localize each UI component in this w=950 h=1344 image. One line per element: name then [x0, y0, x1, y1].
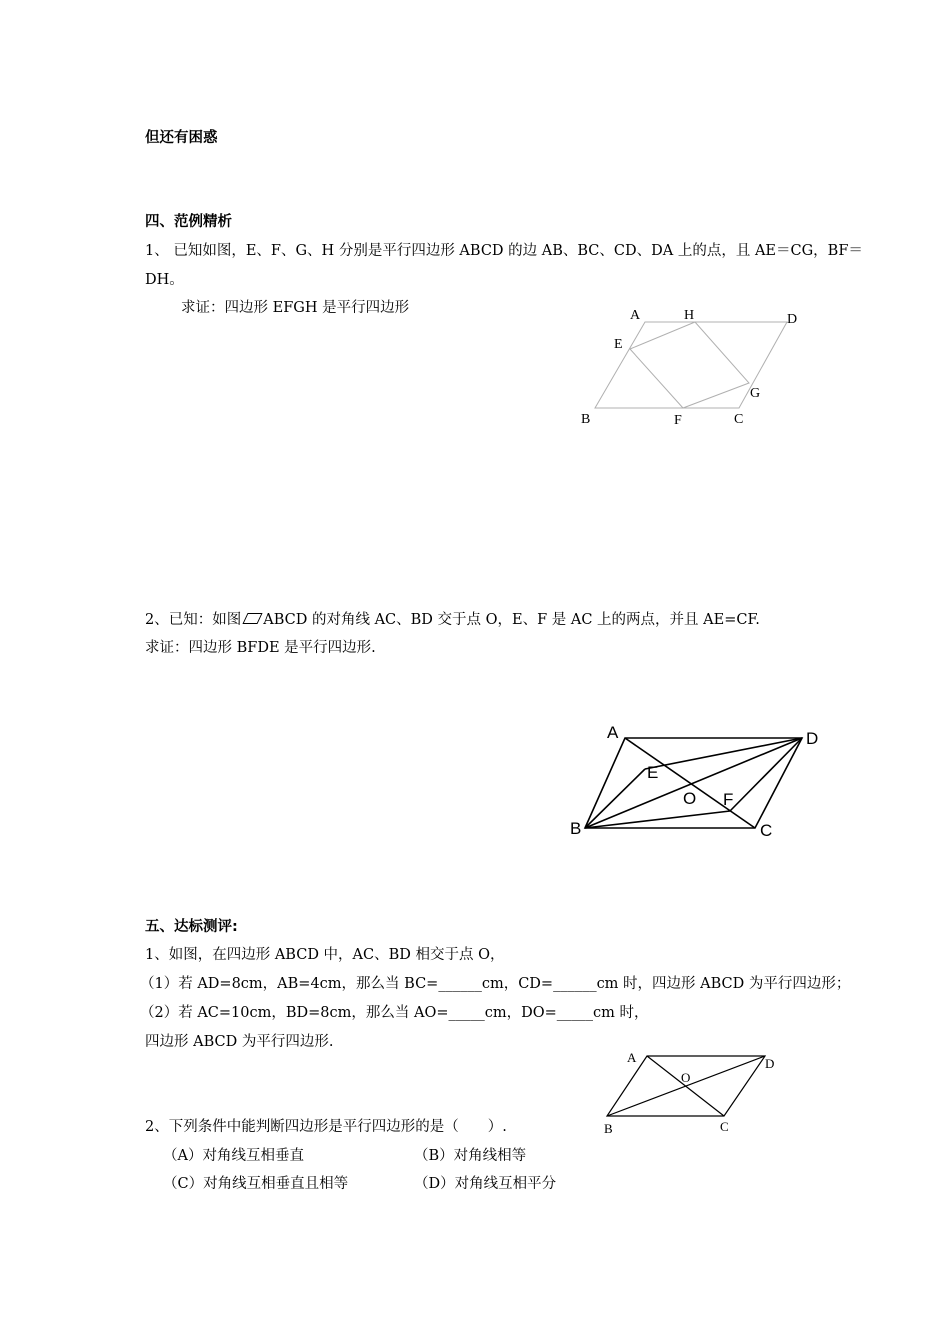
figure-parallelogram-bfde — [565, 718, 845, 848]
figure-parallelogram-efgh — [575, 300, 815, 435]
section5-heading: 五、达标测评: — [145, 919, 238, 935]
label-E: E — [647, 763, 659, 782]
label-F: F — [723, 790, 734, 809]
example2-line1-post: ABCD 的对角线 AC、BD 交于点 O，E、F 是 AC 上的两点，并且 AE=CF. — [263, 612, 760, 628]
example1-prove: 求证：四边形 EFGH 是平行四边形 — [181, 300, 410, 316]
label-A: A — [607, 723, 619, 742]
q1-part2: （2）若 AC=10cm，BD=8cm，那么当 AO=_____cm，DO=_____cm 时， — [140, 1005, 649, 1021]
label-G: G — [750, 386, 761, 401]
example1-line2: DH。 — [145, 272, 184, 288]
confusion-heading: 但还有困惑 — [145, 130, 218, 146]
q2-option-a: （A）对角线互相垂直 — [163, 1148, 304, 1164]
label-A: A — [630, 308, 641, 323]
example1-line1: 1、 已知如图，E、F、G、H 分别是平行四边形 ABCD 的边 AB、BC、CD、DA 上的点，且 AE＝CG，BF＝ — [145, 243, 863, 259]
label-F: F — [674, 413, 682, 428]
figure-parallelogram-abcd — [595, 1045, 795, 1140]
label-D: D — [806, 729, 819, 748]
label-H: H — [684, 308, 695, 323]
q1-part2-cont: 四边形 ABCD 为平行四边形. — [145, 1034, 334, 1050]
quadrilateral-efgh-outline — [630, 322, 749, 408]
label-O: O — [683, 789, 697, 808]
label-B: B — [581, 412, 591, 427]
label-C: C — [760, 821, 773, 840]
segment-be — [585, 769, 645, 828]
label-A: A — [627, 1050, 637, 1065]
example2-prove: 求证：四边形 BFDE 是平行四边形. — [145, 640, 376, 656]
label-B: B — [604, 1121, 613, 1136]
segment-fd — [730, 738, 802, 811]
q2-option-c: （C）对角线互相垂直且相等 — [163, 1176, 349, 1192]
q2-option-d: （D）对角线互相平分 — [414, 1176, 557, 1192]
label-D: D — [765, 1056, 775, 1071]
parallelogram-symbol-icon — [243, 613, 263, 624]
q2-stem: 2、下列条件中能判断四边形是平行四边形的是（ ）. — [145, 1119, 507, 1135]
q1-line1: 1、如图，在四边形 ABCD 中，AC、BD 相交于点 O， — [145, 947, 505, 963]
q2-option-b: （B）对角线相等 — [414, 1148, 527, 1164]
diagonal-bd — [607, 1056, 765, 1116]
label-O: O — [681, 1070, 691, 1085]
example2-line1-pre: 2、已知：如图 — [145, 612, 242, 628]
label-D: D — [787, 312, 798, 327]
q1-part1: （1）若 AD=8cm，AB=4cm，那么当 BC=______cm，CD=______cm 时，四边形 ABCD 为平行四边形； — [140, 976, 851, 992]
label-E: E — [614, 337, 623, 352]
label-C: C — [734, 412, 744, 427]
example2-line1 — [145, 610, 760, 630]
section4-heading: 四、范例精析 — [145, 214, 232, 230]
segment-ed — [645, 738, 802, 769]
label-B: B — [570, 819, 582, 838]
label-C: C — [720, 1119, 729, 1134]
